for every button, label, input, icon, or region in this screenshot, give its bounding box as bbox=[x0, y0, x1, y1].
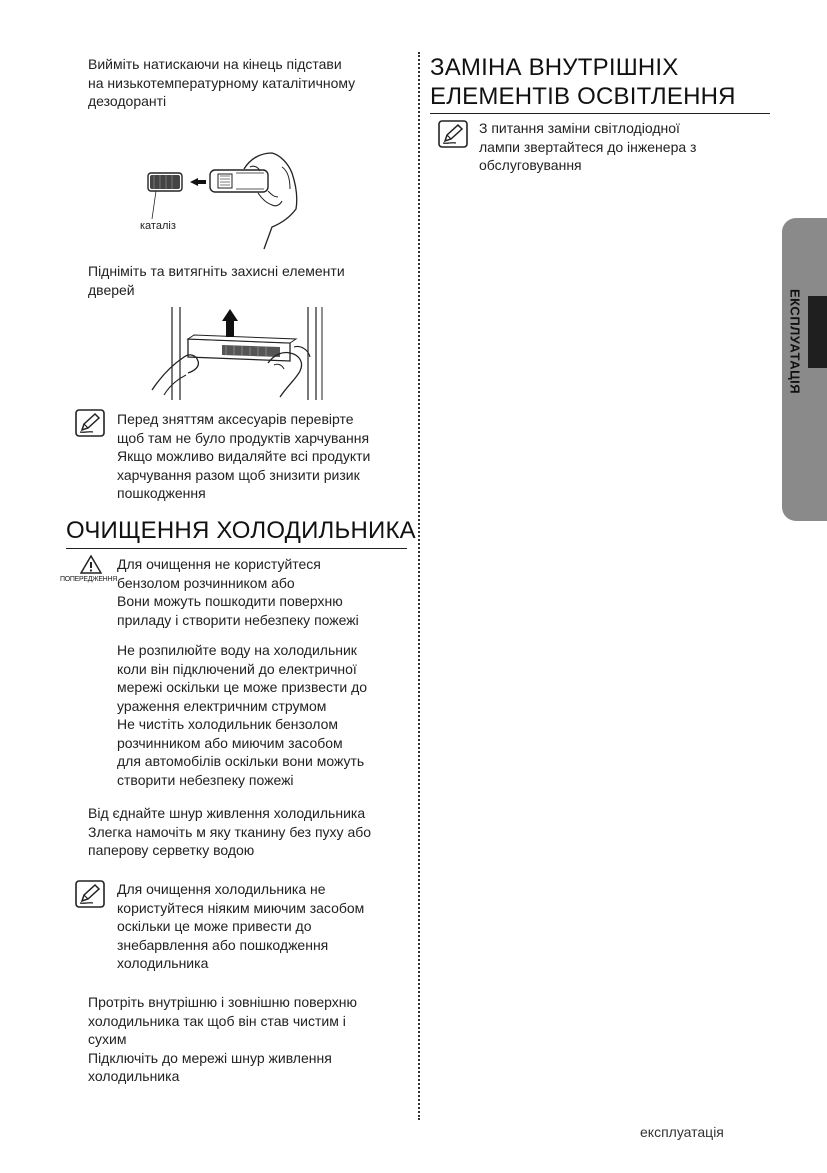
final-line: Протріть внутрішню і зовнішню поверхню bbox=[88, 994, 358, 1010]
note-1-line: харчування разом щоб знизити ризик bbox=[117, 466, 360, 483]
lift-line: дверей bbox=[88, 281, 135, 298]
intro-line: Вийміть натискаючи на кінець підстави bbox=[88, 56, 342, 72]
deodorant-removal-figure bbox=[140, 145, 310, 250]
note-1-line: пошкодження bbox=[117, 485, 206, 501]
warning-p2-line: мережі оскільки це може призвести до bbox=[117, 679, 368, 695]
note-pencil-icon bbox=[75, 880, 105, 908]
warning-p2-line: створити небезпеку пожежі bbox=[117, 771, 294, 788]
door-guard-figure bbox=[150, 305, 350, 400]
note-2 bbox=[117, 880, 407, 973]
note-1 bbox=[117, 410, 407, 503]
warning-paragraph-2 bbox=[117, 641, 407, 789]
unplug-line: Злегка намочіть м яку тканину без пуху або bbox=[88, 823, 372, 840]
warning-triangle-icon bbox=[80, 555, 102, 574]
unplug-line: паперову серветку водою bbox=[88, 842, 255, 858]
note-pencil-icon bbox=[75, 409, 105, 437]
final-line: Підключіть до мережі шнур живлення bbox=[88, 1049, 332, 1066]
lift-line: Підніміть та витягніть захисні елементи bbox=[88, 263, 345, 279]
final-paragraph bbox=[88, 993, 410, 1086]
side-tab-label bbox=[775, 289, 815, 395]
note-2-line: холодильника bbox=[117, 955, 209, 971]
intro-line: на низькотемпературному каталітичному bbox=[88, 74, 356, 91]
warning-line: Вони можуть пошкодити поверхню bbox=[117, 593, 343, 609]
note-pencil-icon bbox=[438, 120, 468, 148]
warning-line-1: Для очищення не користуйтеся bbox=[117, 556, 321, 572]
note-2-line: оскільки це може привести до bbox=[117, 918, 312, 934]
column-divider bbox=[418, 52, 420, 1120]
warning-label: ПОПЕРЕДЖЕННЯ bbox=[60, 576, 117, 583]
catalyst-label: каталіз bbox=[140, 220, 176, 232]
lighting-note-line: обслуговування bbox=[479, 157, 582, 173]
warning-p2-line: розчинником або миючим засобом bbox=[117, 734, 343, 751]
final-line: сухим bbox=[88, 1031, 127, 1047]
warning-line: приладу і створити небезпеку пожежі bbox=[117, 611, 359, 628]
warning-p2-line: Не розпилюйте воду на холодильник bbox=[117, 642, 357, 658]
page-footer: експлуатація bbox=[640, 1124, 724, 1140]
note-2-line: знебарвлення або пошкодження bbox=[117, 936, 329, 953]
lighting-note-line: З питання заміни світлодіодної bbox=[479, 120, 680, 136]
lighting-note bbox=[479, 119, 769, 175]
lighting-note-line: лампи звертайтеся до інженера з bbox=[479, 138, 697, 155]
note-2-line: користуйтеся ніяким миючим засобом bbox=[117, 899, 365, 916]
note-1-line: Якщо можливо видаляйте всі продукти bbox=[117, 448, 371, 464]
section-title-cleaning: ОЧИЩЕННЯ ХОЛОДИЛЬНИКА bbox=[66, 517, 416, 544]
warning-line-2: бензолом розчинником або bbox=[117, 574, 295, 591]
note-1-line: щоб там не було продуктів харчування bbox=[117, 429, 370, 446]
final-line: холодильника так щоб він став чистим і bbox=[88, 1012, 346, 1029]
warning-p2-line: Не чистіть холодильник бензолом bbox=[117, 716, 339, 732]
note-1-line: Перед зняттям аксесуарів перевірте bbox=[117, 411, 354, 427]
side-tab-text: ЕКСПЛУАТАЦІЯ bbox=[787, 289, 803, 395]
intro-line: дезодоранті bbox=[88, 93, 167, 109]
final-line: холодильника bbox=[88, 1068, 180, 1084]
warning-p2-line: ураження електричним струмом bbox=[117, 697, 327, 714]
note-2-line: Для очищення холодильника не bbox=[117, 881, 326, 897]
intro-paragraph bbox=[88, 55, 408, 111]
warning-rest bbox=[117, 592, 407, 629]
unplug-paragraph bbox=[88, 804, 410, 860]
warning-p2-line: для автомобілів оскільки вони можуть bbox=[117, 753, 365, 769]
lift-paragraph bbox=[88, 262, 408, 299]
section-title-lighting-1: ЗАМІНА ВНУТРІШНІХ bbox=[430, 54, 679, 81]
section-title-lighting-2: ЕЛЕМЕНТІВ ОСВІТЛЕННЯ bbox=[430, 83, 736, 110]
section-rule bbox=[430, 113, 770, 114]
warning-p2-line: коли він підключений до електричної bbox=[117, 660, 357, 677]
unplug-line: Від єднайте шнур живлення холодильника bbox=[88, 805, 366, 821]
section-rule bbox=[66, 548, 407, 549]
